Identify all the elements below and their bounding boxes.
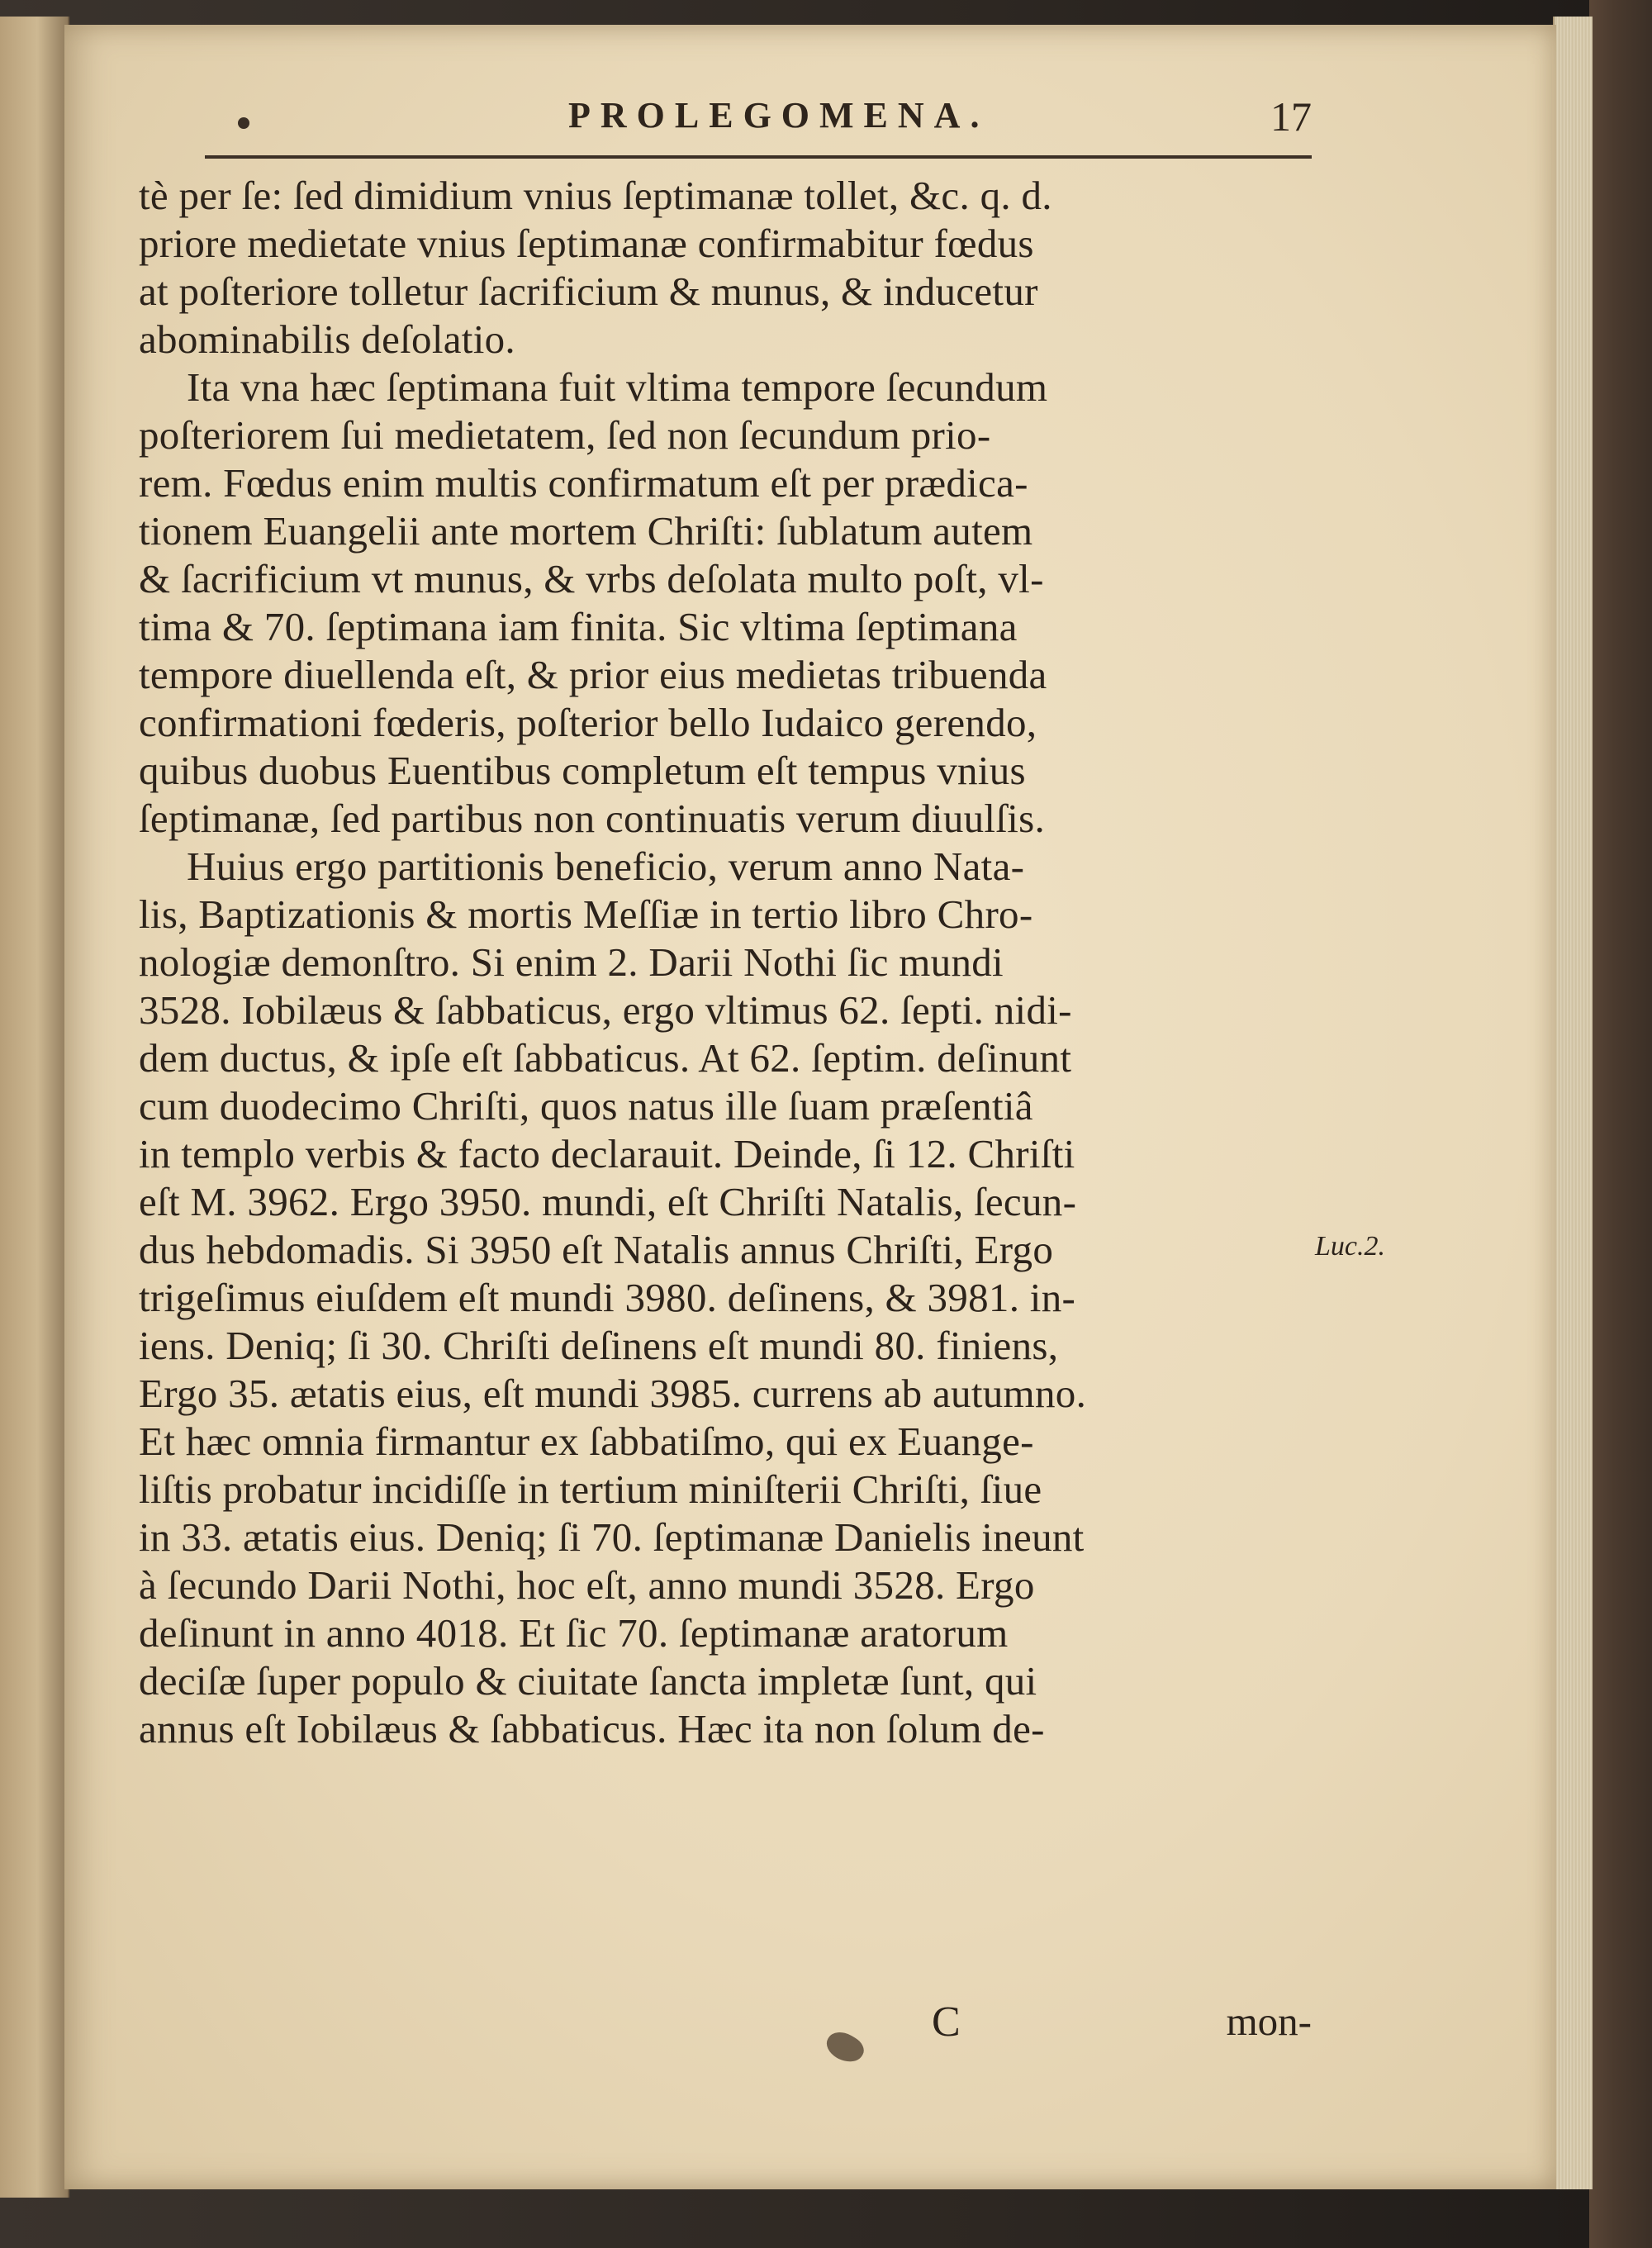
page-stack-edge	[1553, 17, 1593, 2189]
ornament-dot-icon	[238, 117, 249, 129]
text-line: eſt M. 3962. Ergo 3950. mundi, eſt Chriſti Natalis, ſecun-	[139, 1179, 1077, 1224]
text-line: à ſecundo Darii Nothi, hoc eſt, anno mundi 3528. Ergo	[139, 1562, 1035, 1608]
text-line: annus eſt Iobilæus & ſabbaticus. Hæc ita non ſolum de-	[139, 1706, 1045, 1751]
main-text	[139, 172, 1312, 1753]
running-head	[139, 83, 1312, 149]
text-line: in templo verbis & facto declarauit. Deinde, ſi 12. Chriſti	[139, 1131, 1075, 1176]
header-rule	[205, 155, 1312, 159]
text-line: tempore diuellenda eſt, & prior eius medietas tribuenda	[139, 652, 1047, 697]
text-line: quibus duobus Euentibus completum eſt tempus vnius	[139, 748, 1026, 793]
text-line: tima & 70. ſeptimana iam finita. Sic vltima ſeptimana	[139, 604, 1018, 649]
paragraph-start-line: Huius ergo partitionis beneficio, verum anno Nata-	[187, 844, 1025, 889]
text-line: tè per ſe: ſed dimidium vnius ſeptimanæ tollet, &c. q. d.	[139, 173, 1052, 218]
text-line: Et hæc omnia firmantur ex ſabbatiſmo, qui ex Euange-	[139, 1419, 1034, 1464]
signature-mark: C	[932, 1998, 961, 2046]
text-line: tionem Euangelii ante mortem Chriſti: ſublatum autem	[139, 508, 1033, 554]
text-line: nologiæ demonſtro. Si enim 2. Darii Nothi ſic mundi	[139, 939, 1004, 985]
catchword: mon-	[1226, 1998, 1312, 2044]
book-binding	[1589, 0, 1652, 2248]
text-line: confirmationi fœderis, poſterior bello Iudaico gerendo,	[139, 700, 1037, 745]
text-line: Ergo 35. ætatis eius, eſt mundi 3985. currens ab autumno.	[139, 1371, 1087, 1416]
text-line: in 33. ætatis eius. Deniq; ſi 70. ſeptimanæ Danielis ineunt	[139, 1514, 1085, 1560]
text-line: lis, Baptizationis & mortis Meſſiæ in tertio libro Chro-	[139, 891, 1033, 937]
text-line: liſtis probatur incidiſſe in tertium miniſterii Chriſti, ſiue	[139, 1466, 1042, 1512]
text-line: & ſacrificium vt munus, & vrbs deſolata multo poſt, vl-	[139, 556, 1044, 601]
text-line: cum duodecimo Chriſti, quos natus ille ſuam præſentiâ	[139, 1083, 1033, 1129]
text-line: poſteriorem ſui medietatem, ſed non ſecundum prio-	[139, 412, 991, 458]
text-line: at poſteriore tolletur ſacrificium & munus, & inducetur	[139, 269, 1038, 314]
text-line: ſeptimanæ, ſed partibus non continuatis verum diuulſis.	[139, 796, 1046, 841]
page-footer	[139, 1998, 1312, 2047]
text-line: deſinunt in anno 4018. Et ſic 70. ſeptimanæ aratorum	[139, 1610, 1009, 1656]
text-line: abominabilis deſolatio.	[139, 316, 515, 362]
text-line: dem ductus, & ipſe eſt ſabbaticus. At 62. ſeptim. deſinunt	[139, 1035, 1072, 1081]
text-line: iens. Deniq; ſi 30. Chriſti deſinens eſt mundi 80. finiens,	[139, 1323, 1059, 1368]
facing-page-edge	[0, 17, 69, 2198]
paragraph-start-line: Ita vna hæc ſeptimana fuit vltima tempore ſecundum	[187, 364, 1048, 410]
text-line: 3528. Iobilæus & ſabbaticus, ergo vltimus 62. ſepti. nidi-	[139, 987, 1072, 1033]
text-line: deciſæ ſuper populo & ciuitate ſancta impletæ ſunt, qui	[139, 1658, 1037, 1704]
text-line: rem. Fœdus enim multis confirmatum eſt per prædica-	[139, 460, 1028, 506]
running-title: PROLEGOMENA.	[568, 95, 990, 135]
text-line: trigeſimus eiuſdem eſt mundi 3980. deſinens, & 3981. in-	[139, 1275, 1076, 1320]
page-number: 17	[1270, 93, 1312, 140]
text-line: dus hebdomadis. Si 3950 eſt Natalis annus Chriſti, Ergo	[139, 1227, 1054, 1272]
marginal-note: Luc.2.	[1315, 1231, 1385, 1262]
text-line: priore medietate vnius ſeptimanæ confirmabitur fœdus	[139, 221, 1034, 266]
